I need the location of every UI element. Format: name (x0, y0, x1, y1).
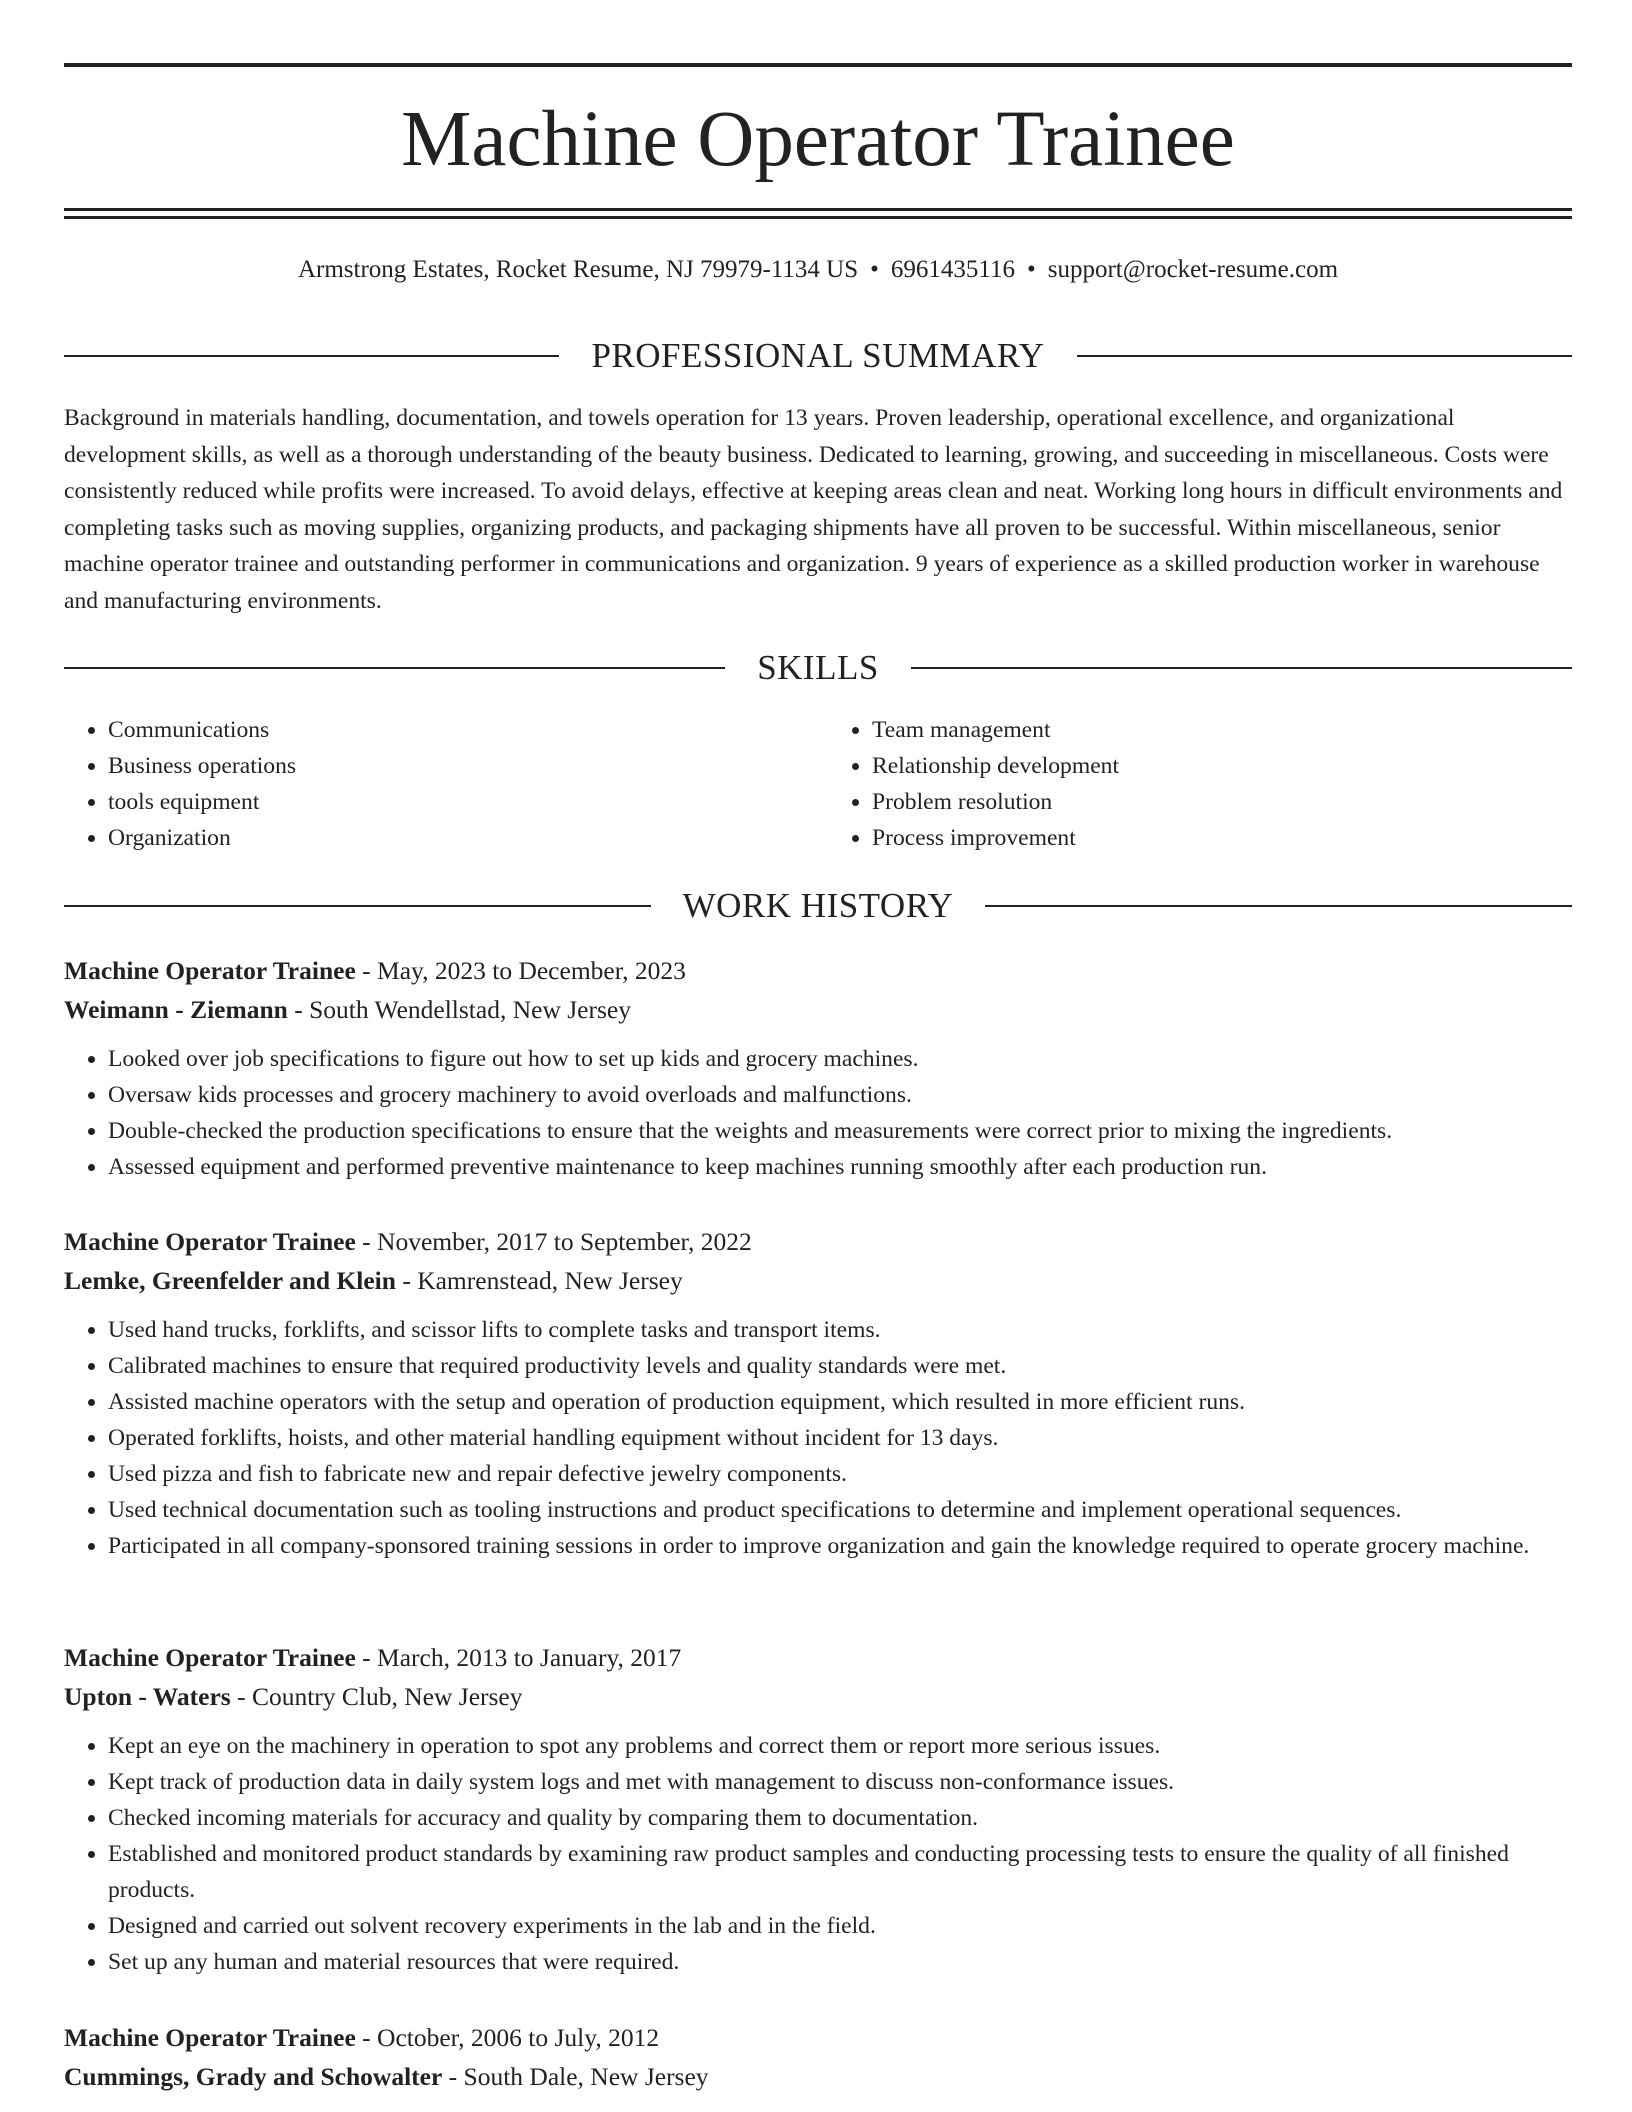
job-location: - South Wendellstad, New Jersey (287, 995, 631, 1024)
section-rule-right (985, 905, 1572, 907)
job-entry-4 (64, 2018, 1572, 2096)
section-rule-left (64, 355, 559, 357)
job-bullets (64, 1312, 1572, 1564)
skill-item: • Relationship development (872, 748, 1572, 784)
contact-email: support@rocket-resume.com (1047, 256, 1339, 283)
job-dates: - March, 2013 to January, 2017 (355, 1643, 682, 1672)
job-bullets (64, 1728, 1572, 1980)
job-bullet: • Established and monitored product standards by examining raw product samples and conducting processing tests to ensure the quality of all finished products. (108, 1836, 1572, 1908)
contact-separator: • (1026, 256, 1036, 283)
skill-item: • Organization (108, 820, 808, 856)
job-bullets (64, 1041, 1572, 1185)
skill-item: • Business operations (108, 748, 808, 784)
job-dates: - May, 2023 to December, 2023 (355, 956, 686, 985)
job-location: - Kamrenstead, New Jersey (395, 1266, 683, 1295)
job-title: Machine Operator Trainee (64, 1227, 356, 1256)
job-entry-2 (64, 1222, 1572, 1564)
job-company: Upton - Waters (64, 1682, 231, 1711)
job-location: - South Dale, New Jersey (442, 2062, 709, 2091)
job-bullet: • Calibrated machines to ensure that required productivity levels and quality standards were met. (108, 1348, 1572, 1384)
skills-column-left (64, 712, 808, 856)
job-dates: - November, 2017 to September, 2022 (355, 1227, 752, 1256)
header-top-rule (64, 63, 1572, 67)
skills-list (64, 712, 1572, 856)
job-bullet: • Assisted machine operators with the setup and operation of production equipment, which resulted in more efficient runs. (108, 1384, 1572, 1420)
job-company-row (64, 1261, 1572, 1300)
section-label: PROFESSIONAL SUMMARY (591, 336, 1045, 375)
job-bullet: • Kept track of production data in daily system logs and met with management to discuss non-conformance issues. (108, 1764, 1572, 1800)
job-location: - Country Club, New Jersey (230, 1682, 523, 1711)
skill-item: • Communications (108, 712, 808, 748)
job-bullet: • Checked incoming materials for accuracy and quality by comparing them to documentation. (108, 1800, 1572, 1836)
job-title-row (64, 1638, 1572, 1677)
contact-separator: • (870, 256, 879, 283)
job-title: Machine Operator Trainee (64, 2023, 356, 2052)
job-bullet: • Double-checked the production specifications to ensure that the weights and measurements were correct prior to mixing the ingredients. (108, 1113, 1572, 1149)
job-company-row (64, 2057, 1572, 2096)
contact-address: Armstrong Estates, Rocket Resume, NJ 79979-1134 US (297, 256, 859, 283)
section-rule-right (1077, 355, 1572, 357)
skill-item: • Team management (872, 712, 1572, 748)
job-title: Machine Operator Trainee (64, 956, 356, 985)
job-company: Weimann - Ziemann (64, 995, 288, 1024)
skills-column-right (828, 712, 1572, 856)
job-bullet: • Used pizza and fish to fabricate new and repair defective jewelry components. (108, 1456, 1572, 1492)
job-bullet: • Participated in all company-sponsored training sessions in order to improve organization and gain the knowledge required to operate grocery machine. (108, 1528, 1572, 1564)
section-heading-skills (64, 646, 1572, 690)
job-title-row (64, 2018, 1572, 2057)
job-bullet: • Set up any human and material resources that were required. (108, 1944, 1572, 1980)
job-company-row (64, 1677, 1572, 1716)
contact-line (64, 254, 1572, 286)
skill-item: • tools equipment (108, 784, 808, 820)
job-entry-3 (64, 1638, 1572, 1980)
resume-title: Machine Operator Trainee (401, 96, 1235, 183)
section-label: WORK HISTORY (682, 886, 954, 925)
section-heading-summary (64, 334, 1572, 378)
section-label: SKILLS (757, 648, 879, 687)
job-bullet: • Looked over job specifications to figure out how to set up kids and grocery machines. (108, 1041, 1572, 1077)
job-entry-1 (64, 951, 1572, 1185)
skill-item: • Problem resolution (872, 784, 1572, 820)
contact-phone: 6961435116 (890, 256, 1015, 283)
job-company-row (64, 990, 1572, 1029)
job-title-row (64, 951, 1572, 990)
job-bullet: • Used hand trucks, forklifts, and scissor lifts to complete tasks and transport items. (108, 1312, 1572, 1348)
section-rule-left (64, 905, 651, 907)
job-title: Machine Operator Trainee (64, 1643, 356, 1672)
header-double-rule-top (64, 208, 1572, 211)
job-bullet: • Kept an eye on the machinery in operation to spot any problems and correct them or report more serious issues. (108, 1728, 1572, 1764)
job-title-row (64, 1222, 1572, 1261)
summary-paragraph: Background in materials handling, documentation, and towels operation for 13 years. Proven leadership, operational excellence, and organizational development skills, as well as a thorough understanding of the beauty business. Dedicated to learning, growing, and succeeding in miscellaneous. Costs were consistently reduced while profits were increased. To avoid delays, effective at keeping areas clean and neat. Working long hours in difficult environments and completing tasks such as moving supplies, organizing products, and packaging shipments have all proven to be successful. Within miscellaneous, senior machine operator trainee and outstanding performer in communications and organization. 9 years of experience as a skilled production worker in warehouse and manufacturing environments. (64, 405, 1563, 614)
job-bullet: • Designed and carried out solvent recovery experiments in the lab and in the field. (108, 1908, 1572, 1944)
section-heading-work-history (64, 884, 1572, 928)
job-dates: - October, 2006 to July, 2012 (355, 2023, 660, 2052)
section-rule-right (911, 667, 1572, 669)
section-rule-left (64, 667, 725, 669)
job-company: Lemke, Greenfelder and Klein (64, 1266, 396, 1295)
header-double-rule-bottom (64, 216, 1572, 219)
skill-item: • Process improvement (872, 820, 1572, 856)
job-bullet: • Used technical documentation such as tooling instructions and product specifications to determine and implement operational sequences. (108, 1492, 1572, 1528)
job-bullet: • Oversaw kids processes and grocery machinery to avoid overloads and malfunctions. (108, 1077, 1572, 1113)
job-bullet: • Operated forklifts, hoists, and other material handling equipment without incident for 13 days. (108, 1420, 1572, 1456)
job-bullet: • Assessed equipment and performed preventive maintenance to keep machines running smoothly after each production run. (108, 1149, 1572, 1185)
job-company: Cummings, Grady and Schowalter (64, 2062, 443, 2091)
